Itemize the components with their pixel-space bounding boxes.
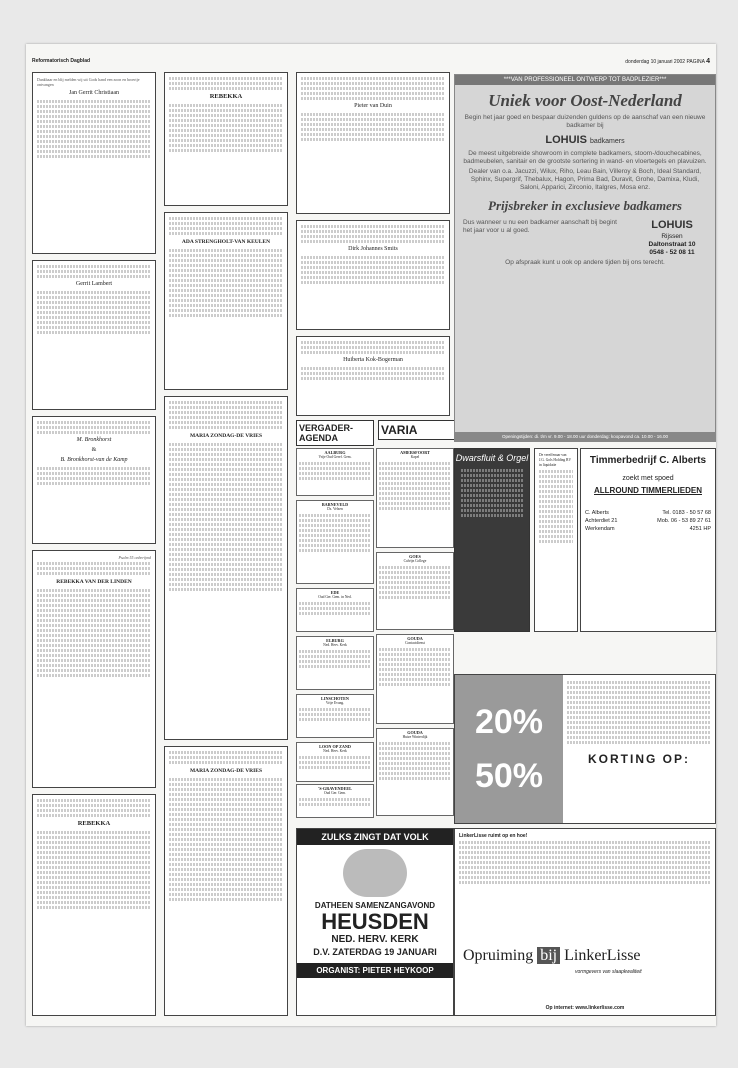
- ad-headline: Uniek voor Oost-Nederland: [488, 91, 682, 110]
- lohuis-logo: LOHUIS badkamers: [545, 134, 625, 146]
- meeting-item: GOUDA Contactdienst: [376, 634, 454, 724]
- dwarsfluit-orgel-ad: Dwarsfluit & Orgel: [454, 448, 530, 632]
- notice-lambert: Gerrit Lambert: [32, 260, 156, 410]
- notice-vries-2: MARIA ZONDAG-DE VRIES: [164, 746, 288, 1016]
- notice-keulen: ADA STRENGHOLT-VAN KEULEN: [164, 212, 288, 390]
- meeting-item: LOON OP ZAND Ned. Herv. Kerk: [296, 742, 374, 782]
- meeting-agenda-header: [296, 420, 456, 446]
- newspaper-page: [26, 44, 716, 1026]
- notice-rebekka-1: REBEKKA: [32, 794, 156, 1016]
- meeting-item: AALBURG Vrije Oud Geref. Gem.: [296, 448, 374, 496]
- lohuis-advertisement: ***VAN PROFESSIONEEL ONTWERP TOT BADPLEZIER*** Uniek voor Oost-Nederland Begin het jaar goed en bespaar duizenden guldens op de aanschaf van een nieuwe badkamer bij LOHUIS badkamers De meest uitgebreide showroom in complete badkamers, stoom-/douchecabines, badmeubelen, sanitair en de grootste sortering in wand- en vloertegels en plavuizen. Dealer van o.a. Jacuzzi, Wilux, Riho, Leau Bain, Villeroy & Boch, Ideal Standard, Sphinx, Supergrif, Thebalux, Hagon, Prima Bad, Duravit, Grohe, Damixa, Kludi, Saloni, Apparici, Zirconio, Italgres, Mosa enz. Prijsbreker in exclusieve badkamers Dus wanneer u nu een badkamer aanschaft bij begint het jaar voor u al goed. LOHUIS Rijssen Daltonstraat 10 0548 - 52 08 11 Op afspraak kunt u ook op andere tijden bij ons terecht. Openingstijden: di. t/m vr. 9.00 - 18.00 uur donderdag: koopavond ca. 10.00 - 16.00: [454, 74, 716, 442]
- notice-smits: Dirk Johannes Smits: [296, 220, 450, 330]
- notice-linden: Psalm 55 onberijmd REBEKKA VAN DER LINDEN: [32, 550, 156, 788]
- zulks-zingt-dat-volk-ad: ZULKS ZINGT DAT VOLK DATHEEN SAMENZANGAVOND HEUSDEN NED. HERV. KERK D.V. ZATERDAG 19 JANUARI ORGANIST: PIETER HEYKOOP: [296, 828, 454, 1016]
- notice-kok: Huiberta Kok-Bogerman: [296, 336, 450, 416]
- linkerlisse-ad: LinkerLisse ruimt op en hoe! Opruiming bij LinkerLisse vormgevers van slaapkwaliteit Op internet: www.linkerlisse.com: [454, 828, 716, 1016]
- portrait-image: [343, 849, 407, 897]
- opruiming-logo: Opruiming bij LinkerLisse: [463, 947, 641, 964]
- meeting-item: EDE Oud Ger. Gem. in Ned.: [296, 588, 374, 632]
- timmerbedrijf-ad: Timmerbedrijf C. Alberts zoekt met spoed ALLROUND TIMMERLIEDEN C. Alberts Achterdiet 21 Werkendam Tel. 0183 - 50 57 68 Mob. 06 - 53 89 27 61 4251 HP: [580, 448, 716, 632]
- meeting-item: LINSCHOTEN Vrije Evang.: [296, 694, 374, 738]
- meeting-item: 'S-GRAVENDEEL Oud Ger. Gem.: [296, 784, 374, 818]
- meeting-item: GOUDA Huize Winterdijk: [376, 728, 454, 816]
- publication-name: Reformatorisch Dagblad: [32, 58, 91, 64]
- meeting-item: AMERSFOORT Kapel: [376, 448, 454, 548]
- vergader-agenda-title: VERGADER-AGENDA: [296, 420, 374, 446]
- notice-rebekka-2: REBEKKA: [164, 72, 288, 206]
- vereffenaar-notice: De vereffenaar van J.G. Gols Holding BV in liquidatie: [534, 448, 578, 632]
- notice-bronkhorst: M. Bronkhorst & B. Bronkhorst-van de Kamp: [32, 416, 156, 544]
- meeting-item: ELBURG Ned. Herv. Kerk: [296, 636, 374, 690]
- meeting-item: GOES Calvijn College: [376, 552, 454, 630]
- page-date: donderdag 10 januari 2002 PAGINA 4: [625, 58, 710, 65]
- notice-duin: Pieter van Duin: [296, 72, 450, 214]
- notice-christiaan: Dankbaar en blij melden wij uit Gods hand een zoon en broertje ontvangen Jan Gerrit Christiaan: [32, 72, 156, 254]
- varia-title: VARIA: [378, 420, 456, 440]
- notice-vries-1: MARIA ZONDAG-DE VRIES: [164, 396, 288, 740]
- page-header: [32, 58, 710, 68]
- meeting-item: BARNEVELD Ds. Velzen: [296, 500, 374, 584]
- sale-ad: 20% 50% KORTING OP:: [454, 674, 716, 824]
